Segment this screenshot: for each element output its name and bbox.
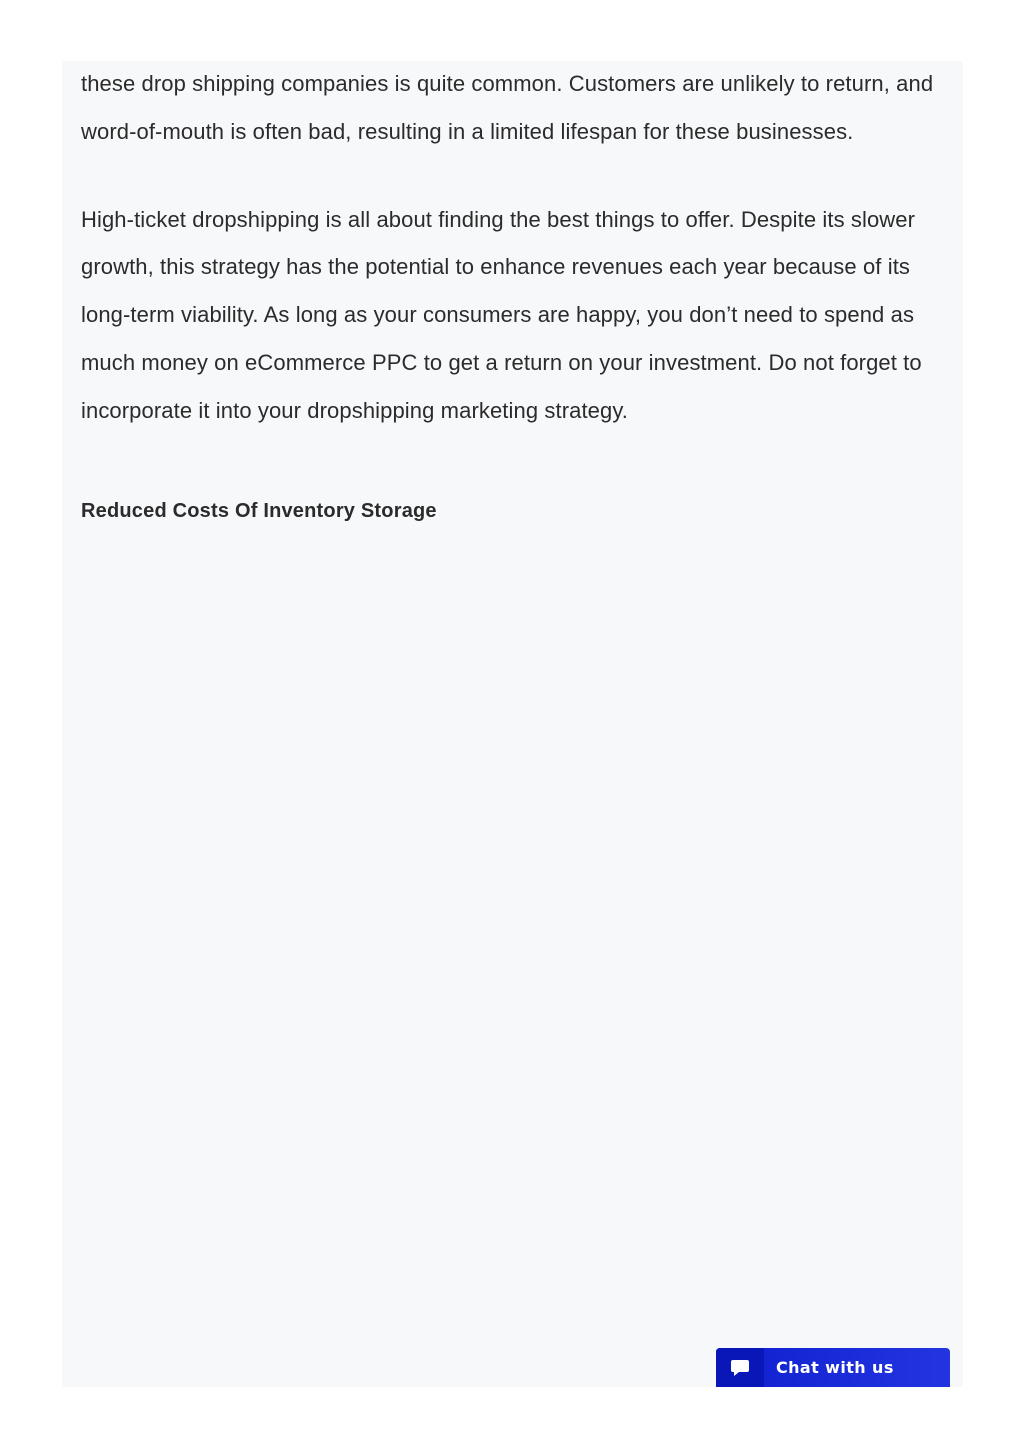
chat-bubble-icon <box>716 1348 764 1387</box>
chat-widget-label: Chat with us <box>776 1358 894 1377</box>
article-paragraph: High-ticket dropshipping is all about finding the best things to offer. Despite its slower growth, this strategy has the potential to enhance revenues each year because of its long-term viability. As long as your consumers are happy, you don’t need to spend as much money on eCommerce PPC to get a return on your investment. Do not forget to incorporate it into your dropshipping marketing strategy. <box>81 206 922 423</box>
chat-widget-button[interactable] <box>716 1348 950 1387</box>
article-body <box>81 61 947 523</box>
section-heading: Reduced Costs Of Inventory Storage <box>81 499 437 522</box>
article-panel <box>62 61 963 1387</box>
article-paragraph: these drop shipping companies is quite common. Customers are unlikely to return, and word-of-mouth is often bad, resulting in a limited lifespan for these businesses. <box>81 71 934 144</box>
